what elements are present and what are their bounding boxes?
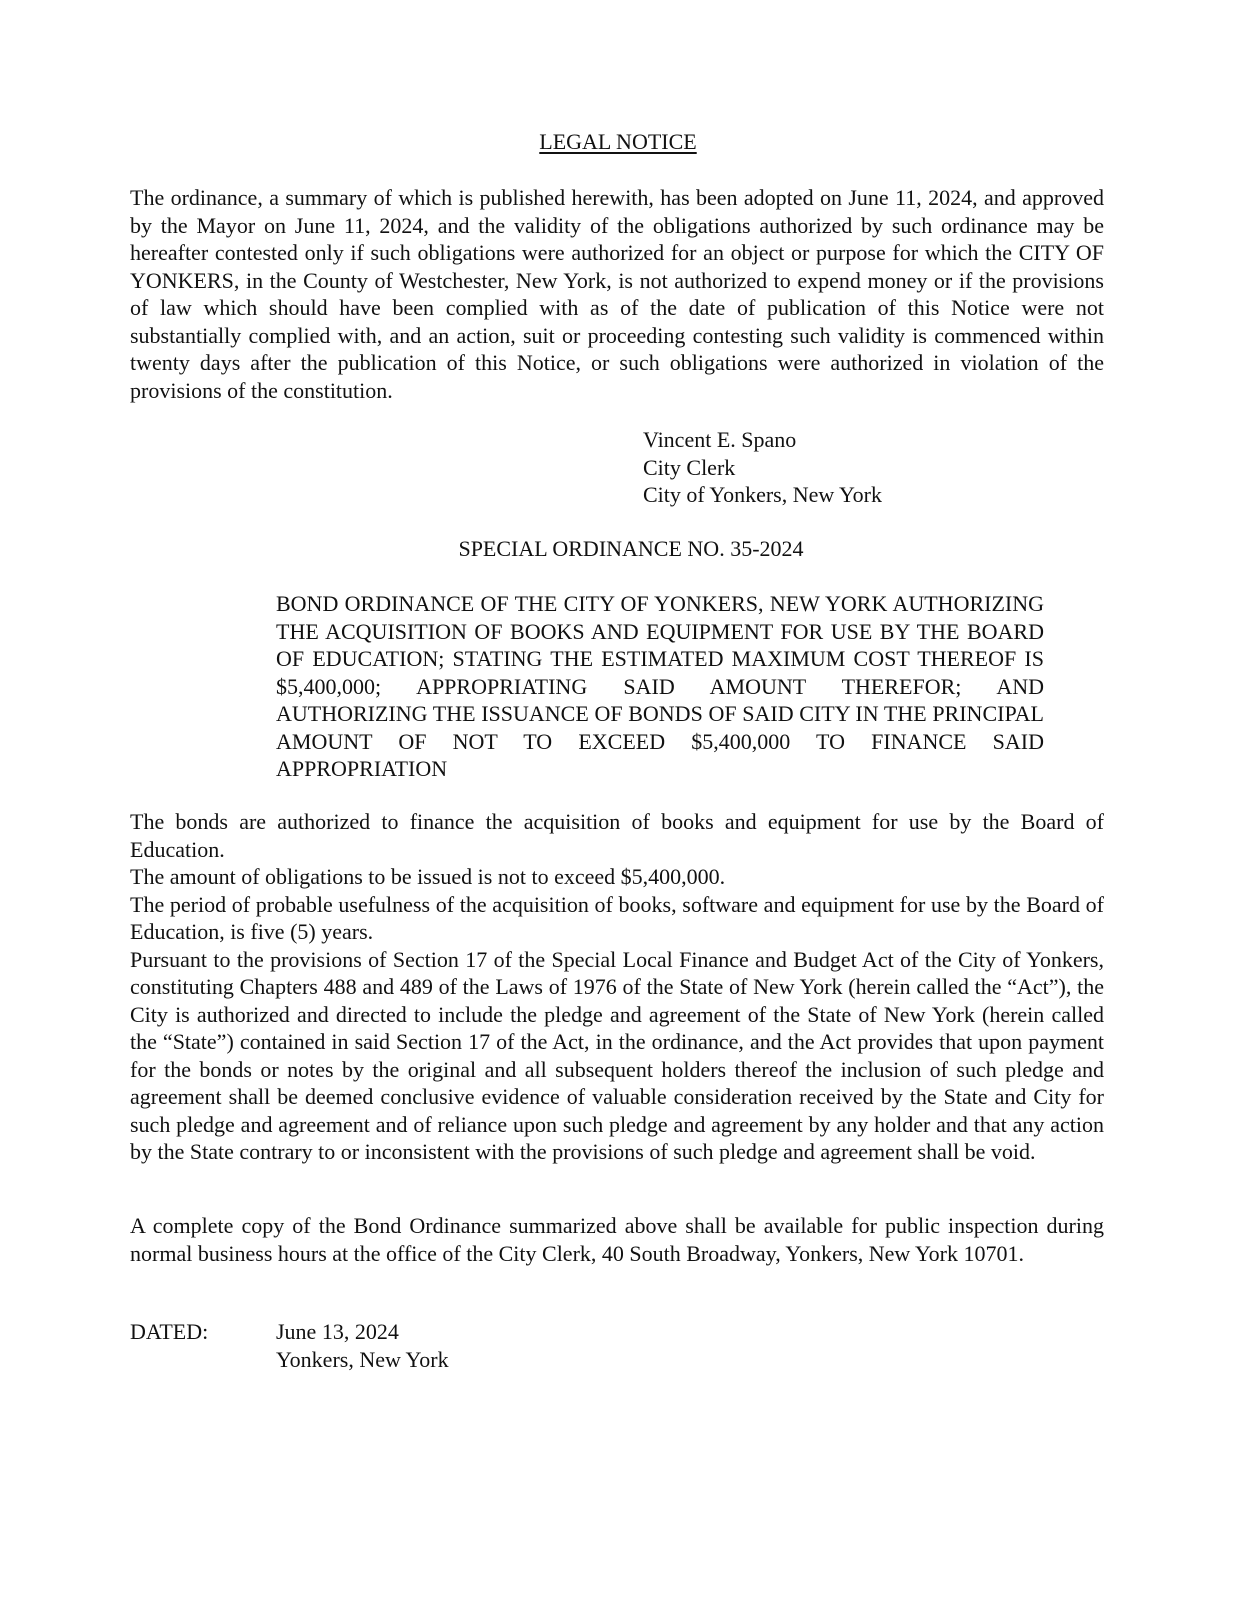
summary-paragraph: Pursuant to the provisions of Section 17 of the Special Local Finance and Budget Act of the City of Yonkers, constituting Chapters 488 and 489 of the Laws of 1976 of the State of New York (herein called the “Act”), the City is authorized and directed to include the pledge and agreement of the State of New York (herein called the “State”) contained in said Section 17 of the Act, in the ordinance, and the Act provides that upon payment for the bonds or notes by the original and all subsequent holders thereof the inclusion of such pledge and agreement shall be deemed conclusive evidence of valuable consideration received by the State and City for such pledge and agreement and of reliance upon such pledge and agreement by any holder and that any action by the State contrary to or inconsistent with the provisions of such pledge and agreement shall be void. [130,946,1104,1164]
summary-paragraph: The period of probable usefulness of the acquisition of books, software and equipment for use by the Board of Education, is five (5) years. [130,891,1104,944]
dated-place: Yonkers, New York [276,1346,449,1372]
summary-paragraph: The bonds are authorized to finance the acquisition of books and equipment for use by the Board of Education. [130,809,1104,862]
dated-value [276,1318,449,1373]
ordinance-summary [130,808,1104,1166]
intro-paragraph: The ordinance, a summary of which is published herewith, has been adopted on June 11, 2024, and approved by the Mayor on June 11, 2024, and the validity of the obligations authorized by such ordinance may be hereafter contested only if such obligations were authorized for an object or purpose for which the CITY OF YONKERS, in the County of Westchester, New York, is not authorized to expend money or if the provisions of law which should have been complied with as of the date of publication of this Notice were not substantially complied with, and an action, suit or proceeding contesting such validity is commenced within twenty days after the publication of this Notice, or such obligations were authorized in violation of the provisions of the constitution. [130,185,1104,403]
signatory-organization: City of Yonkers, New York [643,482,882,507]
signatory-name: Vincent E. Spano [643,427,797,452]
signature-block [643,426,882,509]
dated-date: June 13, 2024 [276,1319,399,1344]
signatory-title: City Clerk [643,454,736,480]
dated-label: DATED: [130,1319,209,1344]
ordinance-caption: BOND ORDINANCE OF THE CITY OF YONKERS, NEW YORK AUTHORIZING THE ACQUISITION OF BOOKS AND EQUIPMENT FOR USE BY THE BOARD OF EDUCATION; STATING THE ESTIMATED MAXIMUM COST THEREOF IS $5,400,000; APPROPRIATING SAID AMOUNT THEREFOR; AND AUTHORIZING THE ISSUANCE OF BONDS OF SAID CITY IN THE PRINCIPAL AMOUNT OF NOT TO EXCEED $5,400,000 TO FINANCE SAID APPROPRIATION [276,591,1044,781]
summary-paragraph: The amount of obligations to be issued is not to exceed $5,400,000. [130,864,726,889]
inspection-paragraph: A complete copy of the Bond Ordinance summarized above shall be available for public inspection during normal business hours at the office of the City Clerk, 40 South Broadway, Yonkers, New York 10701. [130,1213,1104,1266]
ordinance-number: SPECIAL ORDINANCE NO. 35-2024 [458,536,804,561]
notice-title: LEGAL NOTICE [539,129,697,154]
